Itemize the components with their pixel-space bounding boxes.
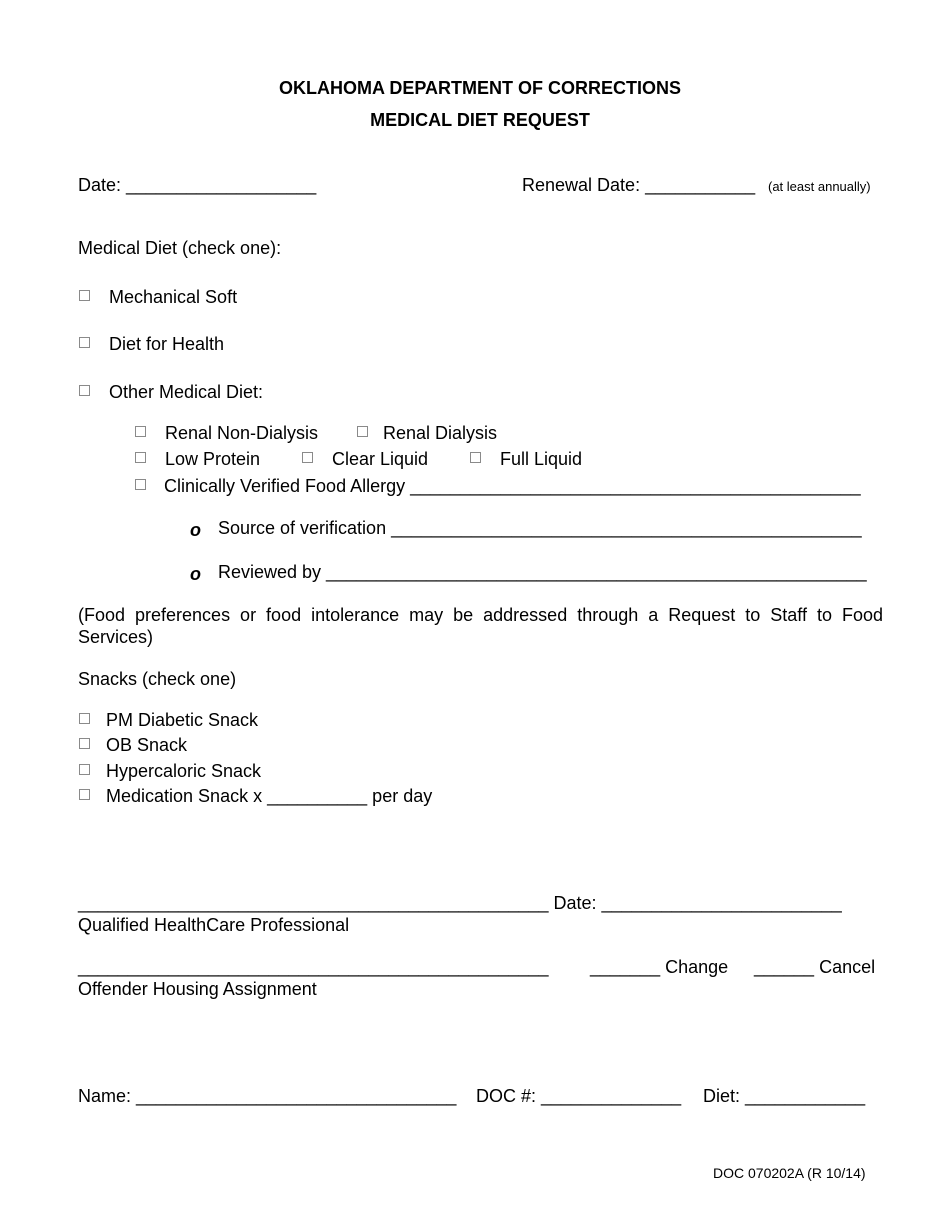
- full-liquid-label: Full Liquid: [500, 449, 583, 469]
- form-title: MEDICAL DIET REQUEST: [370, 110, 590, 130]
- ob-snack-label: OB Snack: [106, 735, 188, 755]
- low-protein-checkbox[interactable]: [135, 452, 146, 463]
- ob-snack-checkbox[interactable]: [79, 738, 90, 749]
- agency-title: OKLAHOMA DEPARTMENT OF CORRECTIONS: [279, 78, 681, 98]
- medication-snack-checkbox[interactable]: [79, 789, 90, 800]
- renal-non-dialysis-checkbox[interactable]: [135, 426, 146, 437]
- reviewed-by-field[interactable]: Reviewed by ______________________________________________________: [218, 562, 867, 582]
- pm-diabetic-snack-checkbox[interactable]: [79, 713, 90, 724]
- qhp-caption: Qualified HealthCare Professional: [78, 915, 350, 935]
- clear-liquid-label: Clear Liquid: [332, 449, 429, 469]
- renewal-date-field[interactable]: Renewal Date: ___________: [522, 175, 756, 195]
- other-medical-diet-label: Other Medical Diet:: [109, 382, 264, 402]
- renewal-note: (at least annually): [768, 179, 871, 194]
- full-liquid-checkbox[interactable]: [470, 452, 481, 463]
- diet-for-health-label: Diet for Health: [109, 334, 225, 354]
- mechanical-soft-label: Mechanical Soft: [109, 287, 238, 307]
- change-field[interactable]: _______ Change: [590, 957, 729, 977]
- hypercaloric-snack-label: Hypercaloric Snack: [106, 761, 262, 781]
- cancel-field[interactable]: ______ Cancel: [754, 957, 876, 977]
- pm-diabetic-snack-label: PM Diabetic Snack: [106, 710, 259, 730]
- qhp-signature-line[interactable]: _______________________________________________ Date: ________________________: [78, 893, 842, 913]
- diet-for-health-checkbox[interactable]: [79, 337, 90, 348]
- name-field[interactable]: Name: ________________________________: [78, 1086, 457, 1106]
- date-field[interactable]: Date: ___________________: [78, 175, 317, 195]
- doc-number-field[interactable]: DOC #: ______________: [476, 1086, 682, 1106]
- renal-dialysis-checkbox[interactable]: [357, 426, 368, 437]
- renal-non-dialysis-label: Renal Non-Dialysis: [165, 423, 319, 443]
- low-protein-label: Low Protein: [165, 449, 261, 469]
- hypercaloric-snack-checkbox[interactable]: [79, 764, 90, 775]
- bullet-icon: o: [190, 564, 201, 584]
- food-preferences-note: (Food preferences or food intolerance may be addressed through a Request to Staff to Food Services): [78, 605, 883, 647]
- form-number: DOC 070202A (R 10/14): [713, 1165, 866, 1181]
- snacks-heading: Snacks (check one): [78, 669, 237, 689]
- clear-liquid-checkbox[interactable]: [302, 452, 313, 463]
- mechanical-soft-checkbox[interactable]: [79, 290, 90, 301]
- diet-field[interactable]: Diet: ____________: [703, 1086, 866, 1106]
- housing-assignment-line[interactable]: _______________________________________________: [78, 957, 549, 977]
- food-allergy-field[interactable]: Clinically Verified Food Allergy _____________________________________________: [164, 476, 861, 496]
- medication-snack-field[interactable]: Medication Snack x __________ per day: [106, 786, 433, 806]
- other-medical-diet-checkbox[interactable]: [79, 385, 90, 396]
- food-allergy-checkbox[interactable]: [135, 479, 146, 490]
- medical-diet-heading: Medical Diet (check one):: [78, 238, 282, 258]
- housing-assignment-caption: Offender Housing Assignment: [78, 979, 317, 999]
- renal-dialysis-label: Renal Dialysis: [383, 423, 498, 443]
- bullet-icon: o: [190, 520, 201, 540]
- source-of-verification-field[interactable]: Source of verification _______________________________________________: [218, 518, 862, 538]
